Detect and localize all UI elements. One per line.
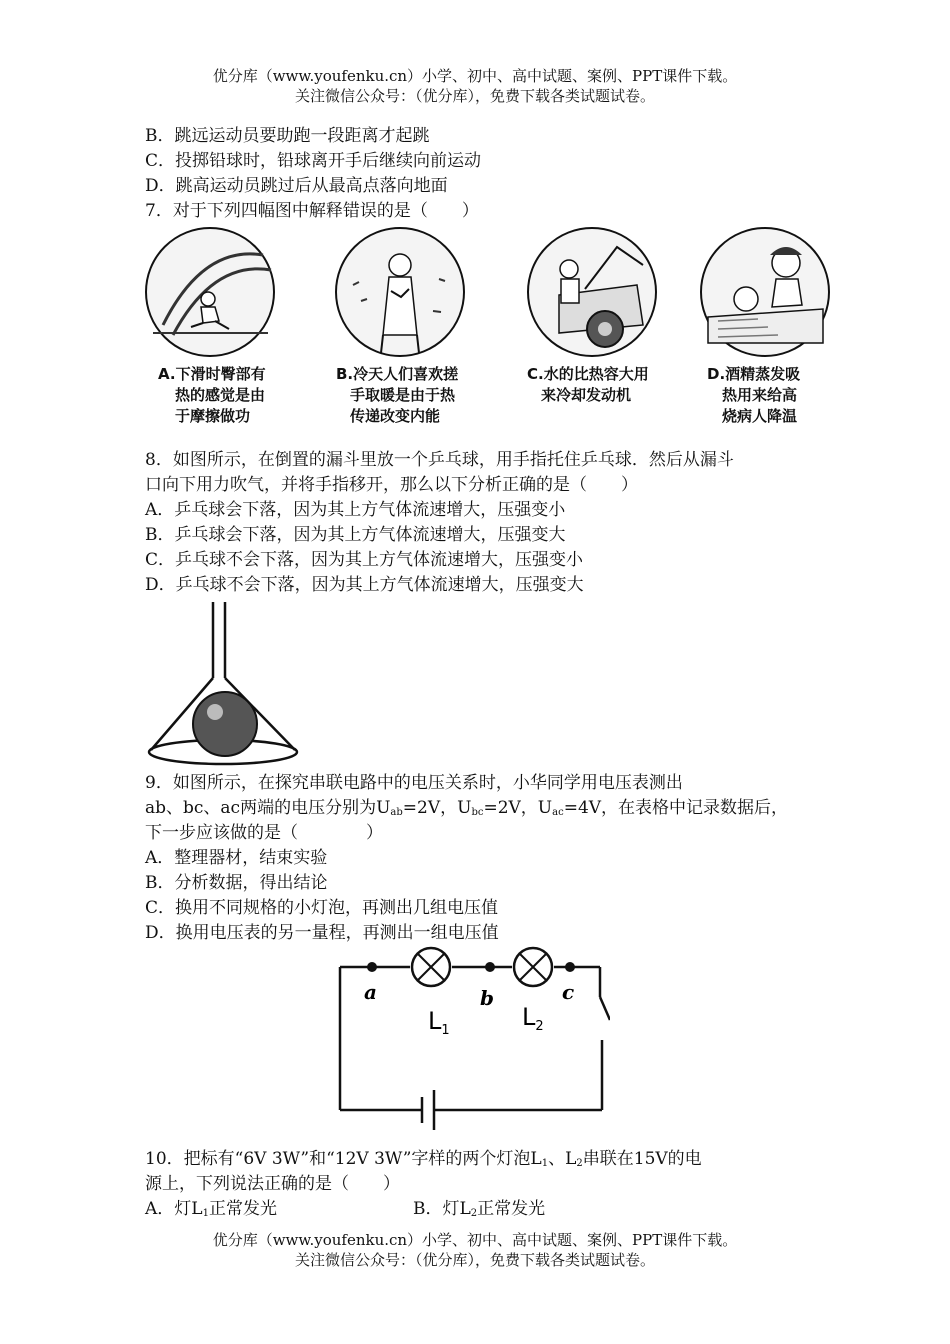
q7-caption-d-line1: D.酒精蒸发吸	[707, 365, 801, 383]
q7-caption-a-line2: 热的感觉是由	[175, 386, 266, 404]
q8-funnel-figure	[145, 600, 305, 768]
q7-image-a-slide	[143, 225, 278, 360]
q7-stem: 7．对于下列四幅图中解释错误的是（ ）	[145, 201, 479, 221]
q7-caption-c-line1: C.水的比热容大用	[527, 365, 649, 383]
q8-stem-line2: 口向下用力吹气，并将手指移开，那么以下分析正确的是（ ）	[145, 475, 638, 495]
label-l1: $L_1$	[428, 1007, 450, 1038]
q9-stem-line1: 9．如图所示，在探究串联电路中的电压关系时，小华同学用电压表测出	[145, 773, 683, 793]
label-a: a	[364, 980, 377, 1004]
q7-caption-a-line3: 于摩擦做功	[175, 407, 251, 425]
q6-option-d: D．跳高运动员跳过后从最高点落向地面	[145, 176, 448, 196]
q9-stem-line2: ab、bc、ac两端的电压分别为$U_{ab}=2V$，$U_{bc}=2V$，$U_{ac}=4V$，在表格中记录数据后，	[145, 798, 789, 818]
q7-caption-b-line2: 手取暖是由于热	[350, 386, 456, 404]
q9-option-a: A．整理器材，结束实验	[145, 848, 328, 868]
label-b: b	[480, 986, 494, 1010]
page-footer-line1: 优分库（www.youfenku.cn）小学、初中、高中试题、案例、PPT课件下载。	[212, 1231, 738, 1249]
lamp-l2-icon	[514, 948, 552, 986]
q10-stem-line1: 10．把标有“6V 3W”和“12V 3W”字样的两个灯泡$L_1$、$L_2$串联在15V的电	[145, 1149, 702, 1169]
label-c: c	[562, 980, 575, 1004]
page-footer-line2: 关注微信公众号：（优分库），免费下载各类试题试卷。	[294, 1251, 655, 1269]
q10-option-a: A．灯$L_1$正常发光	[145, 1199, 277, 1219]
q9-stem-line3: 下一步应该做的是（ ）	[145, 823, 383, 843]
q9-option-d: D．换用电压表的另一量程，再测出一组电压值	[145, 923, 499, 943]
q10-option-b: B．灯$L_2$正常发光	[413, 1199, 546, 1219]
label-l2: $L_2$	[522, 1003, 544, 1034]
q7-caption-d-line3: 烧病人降温	[722, 407, 798, 425]
q9-option-c: C．换用不同规格的小灯泡，再测出几组电压值	[145, 898, 499, 918]
q8-option-a: A．乒乓球会下落，因为其上方气体流速增大，压强变小	[145, 500, 566, 520]
lamp-l1-icon	[412, 948, 450, 986]
q7-image-d-alcohol-cooling	[698, 225, 833, 360]
q9-circuit-diagram	[330, 945, 610, 1130]
q7-caption-a-line1: A.下滑时臀部有	[158, 365, 266, 383]
q8-option-b: B．乒乓球会下落，因为其上方气体流速增大，压强变大	[145, 525, 566, 545]
q7-caption-b-line3: 传递改变内能	[350, 407, 441, 425]
q7-caption-d-line2: 热用来给高	[722, 386, 798, 404]
q8-option-c: C．乒乓球不会下落，因为其上方气体流速增大，压强变小	[145, 550, 584, 570]
q6-option-b: B．跳远运动员要助跑一段距离才起跳	[145, 126, 430, 146]
q7-caption-b-line1: B.冷天人们喜欢搓	[336, 365, 459, 383]
page-header-line2: 关注微信公众号：（优分库），免费下载各类试题试卷。	[294, 87, 655, 105]
q7-image-b-rub-hands	[333, 225, 468, 360]
q10-stem-line2: 源上，下列说法正确的是（ ）	[145, 1174, 400, 1194]
q8-option-d: D．乒乓球不会下落，因为其上方气体流速增大，压强变大	[145, 575, 584, 595]
q8-stem-line1: 8．如图所示，在倒置的漏斗里放一个乒乓球，用手指托住乒乓球．然后从漏斗	[145, 450, 734, 470]
q7-image-c-engine	[525, 225, 660, 360]
q6-option-c: C．投掷铅球时，铅球离开手后继续向前运动	[145, 151, 482, 171]
q7-caption-c-line2: 来冷却发动机	[541, 386, 632, 404]
q9-option-b: B．分析数据，得出结论	[145, 873, 328, 893]
page-header-line1: 优分库（www.youfenku.cn）小学、初中、高中试题、案例、PPT课件下载。	[212, 67, 738, 85]
